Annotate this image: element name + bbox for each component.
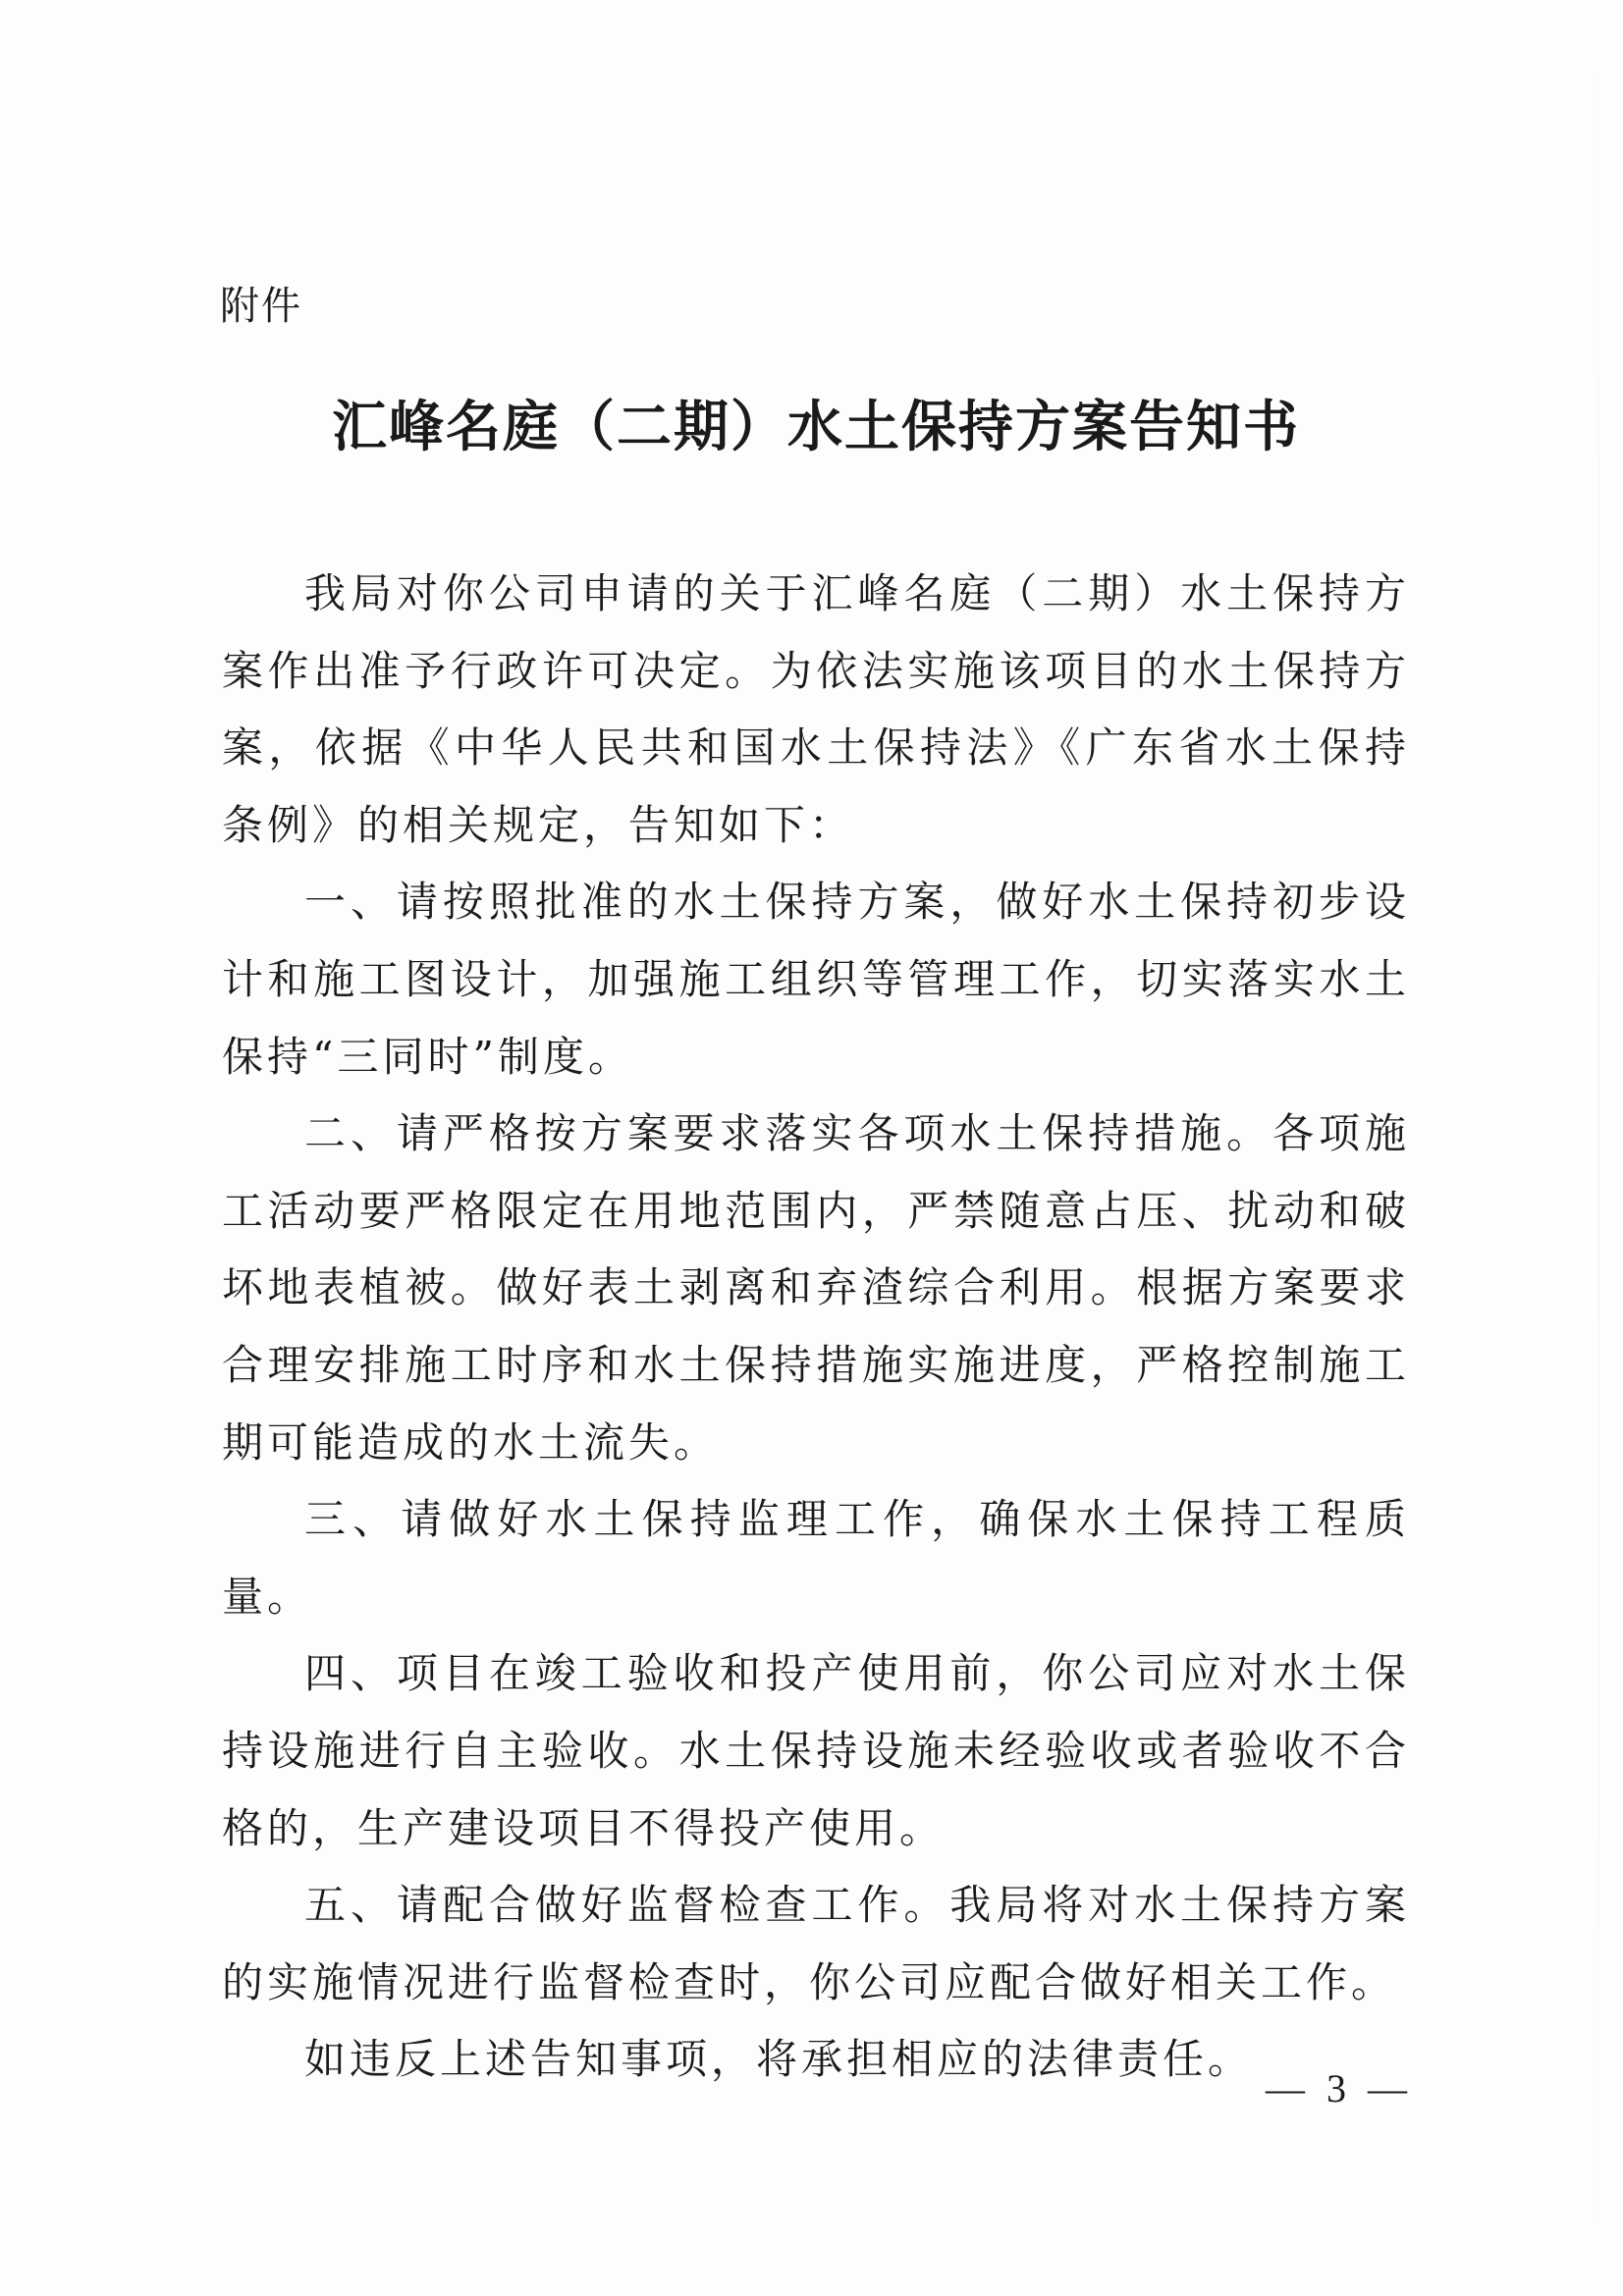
item-four-paragraph: 四、项目在竣工验收和投产使用前，你公司应对水土保持设施进行自主验收。水土保持设施未经验收或者验收不合格的，生产建设项目不得投产使用。: [222, 1649, 1410, 1852]
scan-edge-shadow: [1598, 39, 1599, 2258]
page-number: — 3 —: [1266, 2066, 1413, 2110]
attachment-label: 附件: [220, 284, 302, 329]
item-two-paragraph: 二、请严格按方案要求落实各项水土保持措施。各项施工活动要严格限定在用地范围内，严禁随意占压、扰动和破坏地表植被。做好表土剥离和弃渣综合利用。根据方案要求合理安排施工时序和水土保持措施实施进度，严格控制施工期可能造成的水土流失。: [222, 1109, 1410, 1467]
closing-paragraph: 如违反上述告知事项，将承担相应的法律责任。: [304, 2035, 1254, 2084]
item-one-paragraph: 一、请按照批准的水土保持方案，做好水土保持初步设计和施工图设计，加强施工组织等管理工作，切实落实水土保持“三同时”制度。: [222, 878, 1410, 1081]
intro-paragraph: 我局对你公司申请的关于汇峰名庭（二期）水土保持方案作出准予行政许可决定。为依法实施该项目的水土保持方案，依据《中华人民共和国水土保持法》《广东省水土保持条例》的相关规定，告知如下：: [222, 569, 1410, 849]
item-three-paragraph: 三、请做好水土保持监理工作，确保水土保持工程质量。: [222, 1495, 1410, 1621]
item-five-paragraph: 五、请配合做好监督检查工作。我局将对水土保持方案的实施情况进行监督检查时，你公司应配合做好相关工作。: [222, 1881, 1410, 2006]
document-body: [222, 556, 1410, 2099]
document-title: 汇峰名庭（二期）水土保持方案告知书: [332, 396, 1300, 459]
